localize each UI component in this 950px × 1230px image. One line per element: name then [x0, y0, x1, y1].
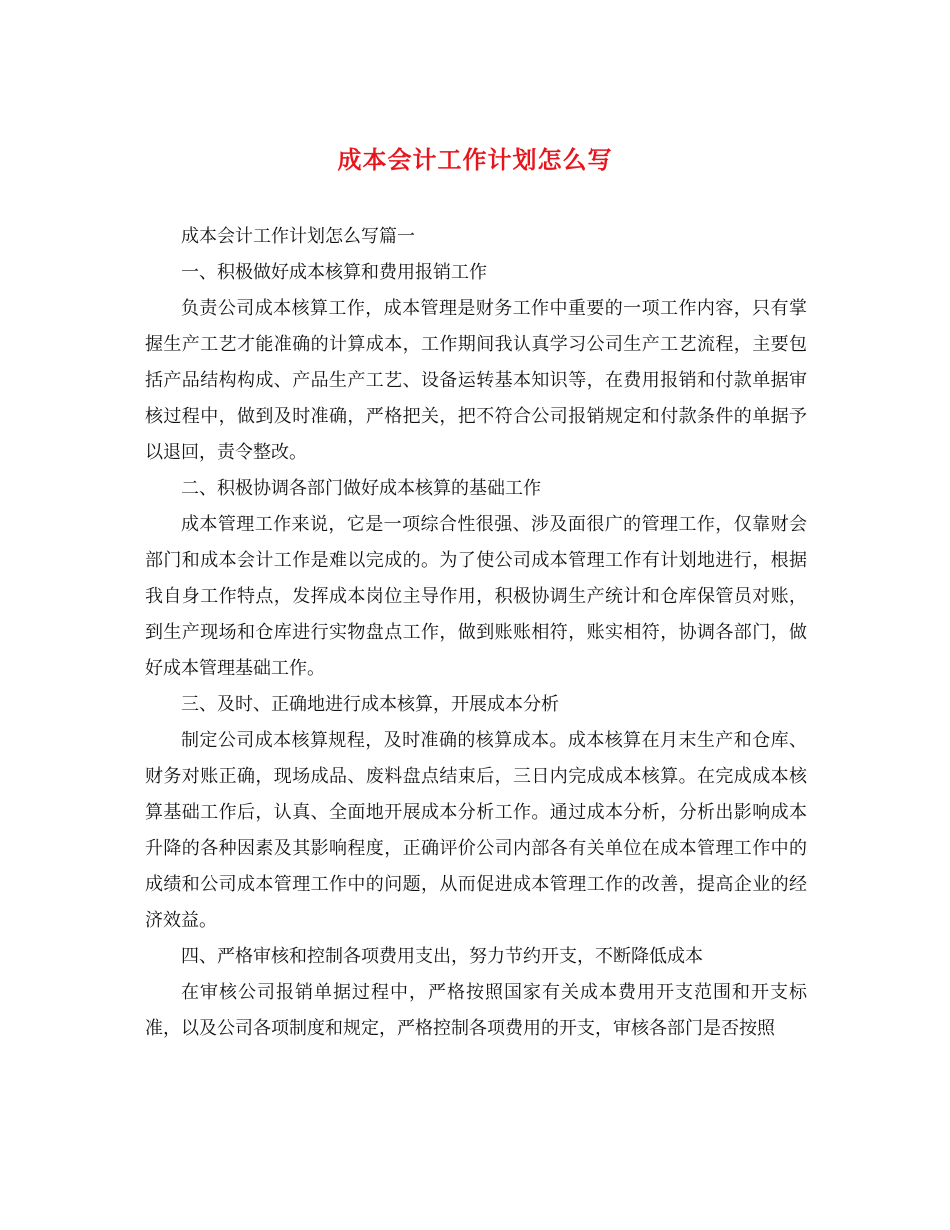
section-heading: 三、及时、正确地进行成本核算，开展成本分析: [181, 694, 559, 715]
subtitle: 成本会计工作计划怎么写篇一: [181, 226, 415, 247]
document-body: [145, 219, 807, 1047]
page-title: 成本会计工作计划怎么写: [337, 145, 613, 174]
section-heading: 二、积极协调各部门做好成本核算的基础工作: [181, 478, 541, 499]
section-paragraph: 成本管理工作来说，它是一项综合性很强、涉及面很广的管理工作，仅靠财会部门和成本会计工作是难以完成的。为了使公司成本管理工作有计划地进行，根据我自身工作特点，发挥成本岗位主导作用，积极协调生产统计和仓库保管员对账，到生产现场和仓库进行实物盘点工作，做到账账相符，账实相符，协调各部门，做好成本管理基础工作。: [145, 514, 807, 679]
section-paragraph: 负责公司成本核算工作，成本管理是财务工作中重要的一项工作内容，只有掌握生产工艺才能准确的计算成本，工作期间我认真学习公司生产工艺流程，主要包括产品结构构成、产品生产工艺、设备运转基本知识等，在费用报销和付款单据审核过程中，做到及时准确，严格把关，把不符合公司报销规定和付款条件的单据予以退回，责令整改。: [145, 298, 807, 463]
section-paragraph: 制定公司成本核算规程，及时准确的核算成本。成本核算在月末生产和仓库、财务对账正确，现场成品、废料盘点结束后，三日内完成成本核算。在完成成本核算基础工作后，认真、全面地开展成本分析工作。通过成本分析，分析出影响成本升降的各种因素及其影响程度，正确评价公司内部各有关单位在成本管理工作中的成绩和公司成本管理工作中的问题，从而促进成本管理工作的改善，提高企业的经济效益。: [145, 730, 807, 931]
section-heading: 四、严格审核和控制各项费用支出，努力节约开支，不断降低成本: [181, 946, 703, 967]
section-heading: 一、积极做好成本核算和费用报销工作: [181, 262, 487, 283]
section-paragraph: 在审核公司报销单据过程中，严格按照国家有关成本费用开支范围和开支标准，以及公司各项制度和规定，严格控制各项费用的开支，审核各部门是否按照: [145, 982, 807, 1039]
